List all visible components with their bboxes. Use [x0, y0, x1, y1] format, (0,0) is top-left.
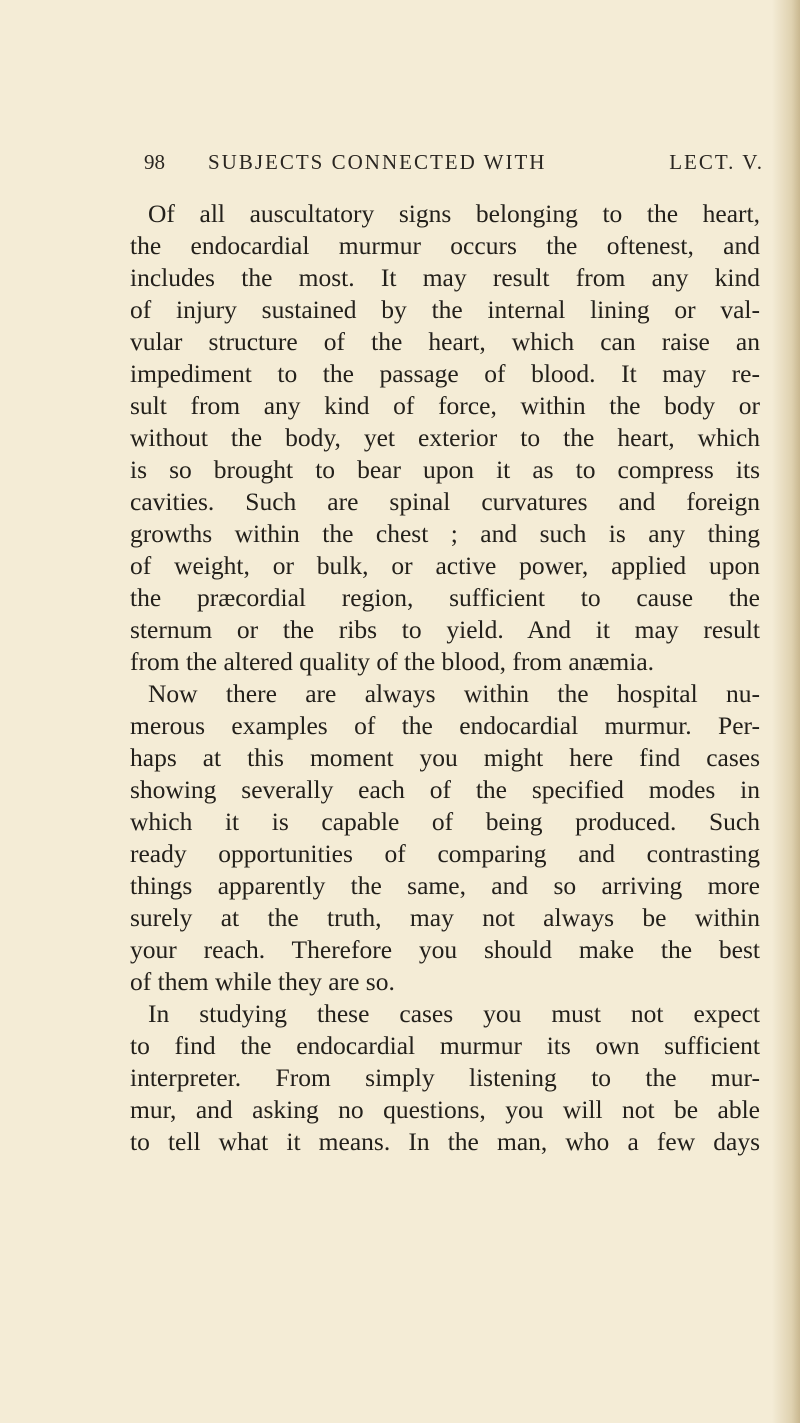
page-edge-shadow [772, 0, 800, 1423]
paragraph-1-line-2: the endocardial murmur occurs the oftenest, and [130, 231, 760, 260]
paragraph-2-line-6: ready opportunities of comparing and contrasting [130, 839, 760, 868]
paragraph-2-line-8: surely at the truth, may not always be within [130, 903, 760, 932]
paragraph-2-line-2: merous examples of the endocardial murmur. Per- [130, 711, 760, 740]
running-head-title: SUBJECTS CONNECTED WITH [208, 150, 547, 174]
paragraph-1-line-7: sult from any kind of force, within the body or [130, 391, 760, 420]
running-head [144, 150, 764, 180]
paragraph-3-line-5: to tell what it means. In the man, who a few days [130, 1127, 760, 1156]
paragraph-1-line-1: Of all auscultatory signs belonging to the heart, [148, 199, 760, 228]
paragraph-1-line-12: of weight, or bulk, or active power, applied upon [130, 551, 760, 580]
paragraph-3-line-3: interpreter. From simply listening to the mur- [130, 1063, 760, 1092]
paragraph-3-line-1: In studying these cases you must not expect [148, 999, 760, 1028]
paragraph-1-line-15: from the altered quality of the blood, from anæmia. [130, 647, 655, 676]
paragraph-1-line-3: includes the most. It may result from any kind [130, 263, 760, 292]
paragraph-1-line-6: impediment to the passage of blood. It may re- [130, 359, 760, 388]
paragraph-2-line-1: Now there are always within the hospital nu- [148, 679, 760, 708]
paragraph-2-line-10: of them while they are so. [130, 967, 395, 996]
paragraph-1-line-13: the præcordial region, sufficient to cause the [130, 583, 760, 612]
paragraph-1-line-5: vular structure of the heart, which can raise an [130, 327, 760, 356]
paragraph-1-line-4: of injury sustained by the internal lining or val- [130, 295, 760, 324]
paragraph-1-line-9: is so brought to bear upon it as to compress its [130, 455, 760, 484]
paragraph-3-line-4: mur, and asking no questions, you will not be able [130, 1095, 760, 1124]
paragraph-1-line-14: sternum or the ribs to yield. And it may result [130, 615, 760, 644]
lecture-number: LECT. V. [669, 150, 764, 174]
paragraph-1-line-8: without the body, yet exterior to the heart, which [130, 423, 760, 452]
paragraph-2-line-3: haps at this moment you might here find cases [130, 743, 760, 772]
paragraph-1-line-10: cavities. Such are spinal curvatures and foreign [130, 487, 760, 516]
page-number: 98 [144, 150, 165, 174]
paragraph-1-line-11: growths within the chest ; and such is any thing [130, 519, 760, 548]
paragraph-2-line-7: things apparently the same, and so arriving more [130, 871, 760, 900]
paragraph-2-line-9: your reach. Therefore you should make the best [130, 935, 760, 964]
paragraph-2-line-4: showing severally each of the specified modes in [130, 775, 760, 804]
paragraph-2-line-5: which it is capable of being produced. Such [130, 807, 760, 836]
body-text [130, 198, 760, 1158]
paragraph-3-line-2: to find the endocardial murmur its own sufficient [130, 1031, 760, 1060]
